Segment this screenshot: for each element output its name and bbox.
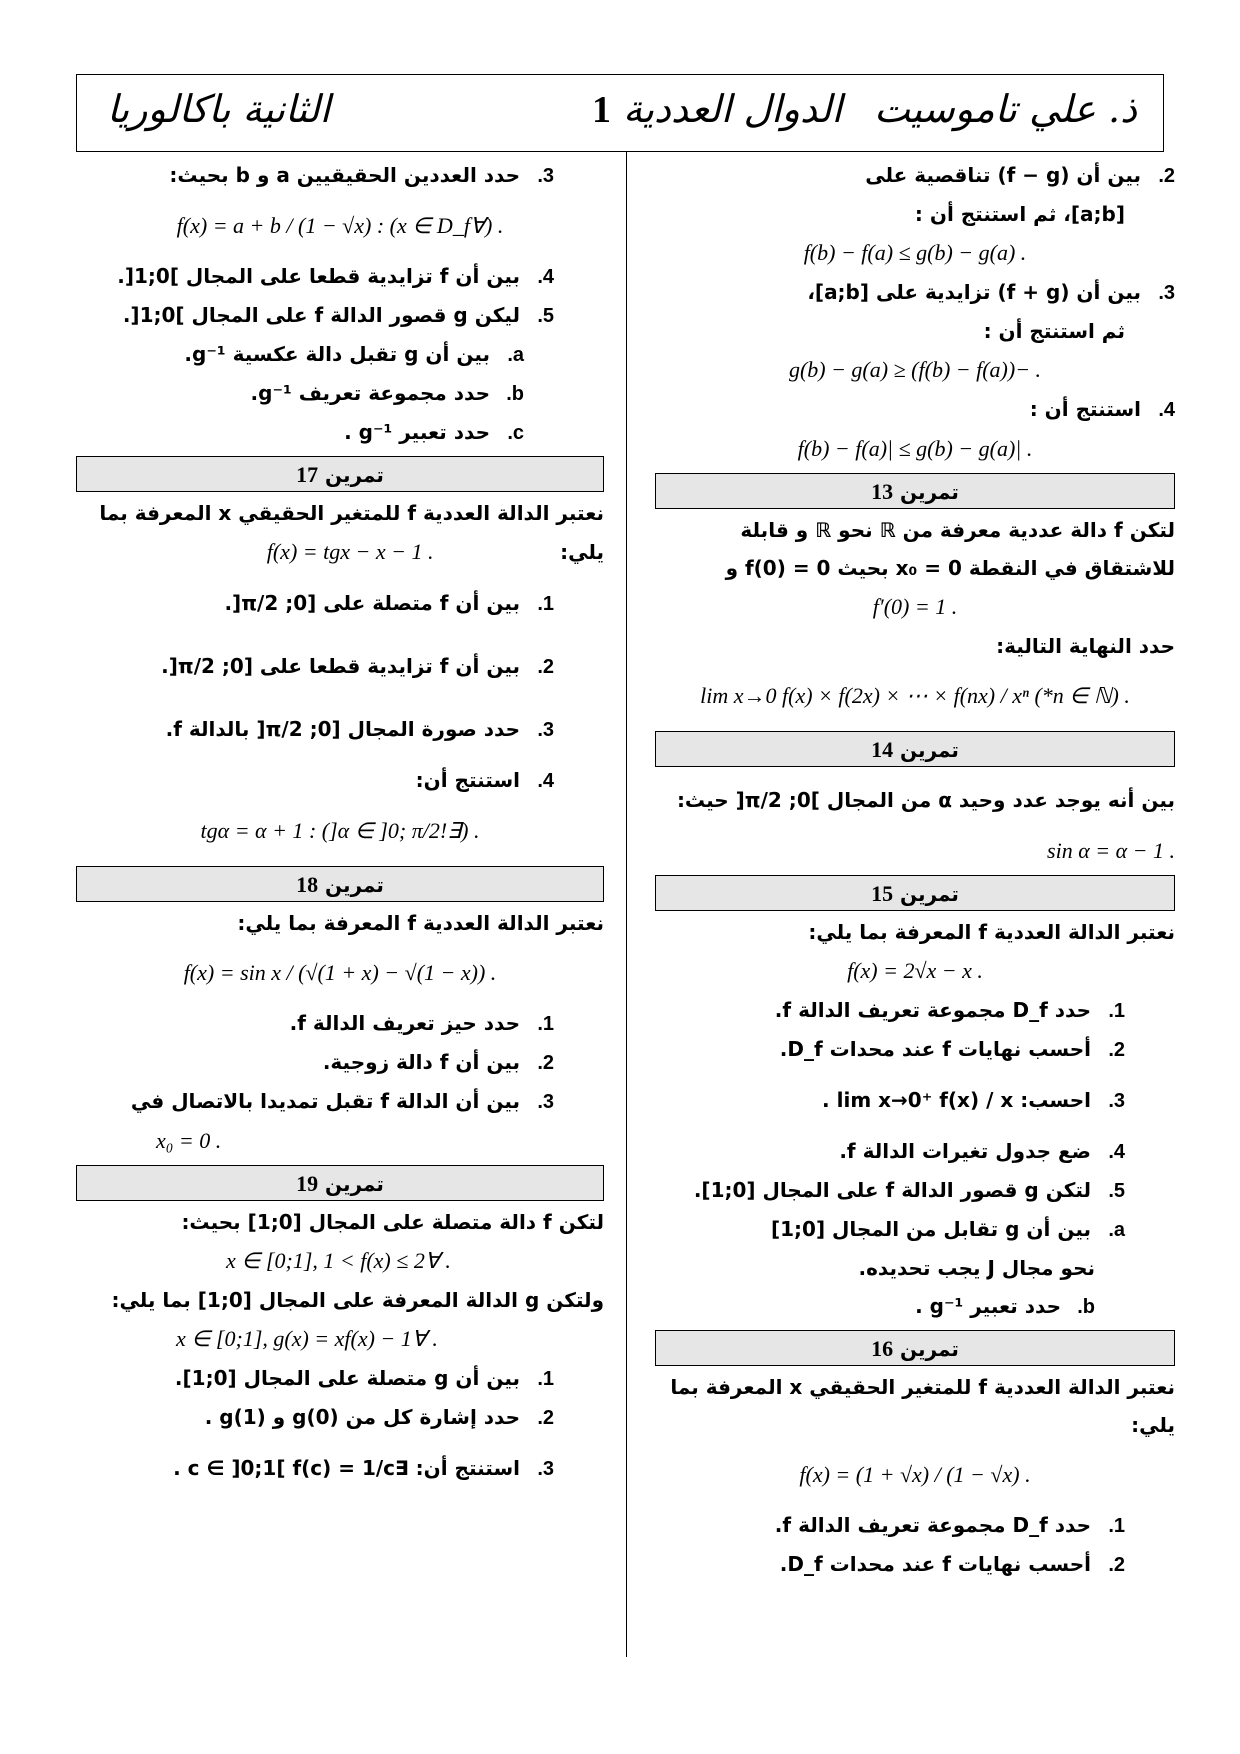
list-item: 3.بين أن (f + g) تزايدية على [a;b]، (807, 280, 1175, 304)
list-item: 2.بين أن f تزايدية قطعا على [0; π/2[. (161, 654, 554, 678)
ex17-intro: نعتبر الدالة العددية f للمتغير الحقيقي x المعرفة بما (99, 501, 604, 525)
list-item: 4.بين أن f تزايدية قطعا على المجال ]0;1[. (117, 264, 554, 288)
list-item: 3.استنتج أن: ∃c ∈ ]0;1[ f(c) = 1/c . (173, 1456, 554, 1480)
list-item: 3.حدد صورة المجال [0; π/2[ بالدالة f. (165, 717, 554, 741)
ex14-equation: . 1 − sin α = α (1047, 838, 1175, 863)
math-expression: . f(b) − f(a) ≤ g(b) − g(a) (803, 240, 1027, 265)
exercise-19-title: تمرين 19 (76, 1165, 604, 1201)
list-item: 2.أحسب نهايات f عند محدات D_f. (779, 1552, 1125, 1576)
topic-title (577, 87, 842, 132)
ex17-intro: يلي:. f(x) = tgx − x − 1 (76, 532, 604, 572)
ex19-condition: . ∀x ∈ [0;1], 1 < f(x) ≤ 2 (226, 1248, 451, 1273)
list-item: 3.بين أن الدالة f تقبل تمديدا بالاتصال في (130, 1089, 554, 1113)
ex16-definition: . f(x) = (1 + √x) / (1 − √x) (799, 1462, 1031, 1487)
exercise-17-title: تمرين 17 (76, 456, 604, 492)
exercise-15-title: تمرين 15 (655, 875, 1175, 911)
level-label: الثانية باكالوريا (107, 87, 331, 131)
list-item: a.بين أن g تقابل من المجال [0;1] (770, 1217, 1125, 1241)
ex19-definition: . ∀x ∈ [0;1], g(x) = xf(x) − 1 (176, 1326, 438, 1351)
list-item: 4.ضع جدول تغيرات الدالة f. (839, 1139, 1125, 1163)
list-item: b.حدد مجموعة تعريف g⁻¹. (250, 381, 524, 405)
ex13-limit: . (n ∈ ℕ*) lim x→0 f(x) × f(2x) × ⋯ × f(nx) / xⁿ (700, 683, 1130, 708)
list-item: نحو مجال J يجب تحديده. (858, 1256, 1095, 1280)
list-item: 2.أحسب نهايات f عند محدات D_f. (779, 1037, 1125, 1061)
left-column (76, 156, 604, 1500)
list-item: 3.احسب: lim x→0⁺ f(x) / x . (822, 1088, 1125, 1112)
list-item: 2.بين أن (f − g) تناقصية على (865, 163, 1175, 187)
exercise-13-title: تمرين 13 (655, 473, 1175, 509)
ex13-line: لتكن f دالة عددية معرفة من ℝ نحو ℝ و قابلة (740, 518, 1175, 542)
ex18-definition: . f(x) = sin x / (√(1 + x) − √(1 − x)) (183, 960, 497, 985)
exercise-18-title: تمرين 18 (76, 866, 604, 902)
topic-label: الدوال العددية (623, 87, 843, 131)
list-item: ثم استنتج أن : (983, 319, 1125, 343)
ex13-line: للاشتقاق في النقطة x₀ = 0 بحيث f(0) = 0 و (725, 556, 1175, 580)
page-header (76, 74, 1164, 152)
ex18-point: . x₀ = 0 (156, 1128, 222, 1153)
ex14-line: بين أنه يوجد عدد وحيد α من المجال ]0; π/2[ حيث: (676, 788, 1175, 812)
list-item: 4.استنتج أن: (415, 768, 554, 792)
exercise-16-title: تمرين 16 (655, 1330, 1175, 1366)
right-column (655, 156, 1175, 1584)
topic-number: 1 (592, 89, 611, 131)
list-item: 2.حدد إشارة كل من g(0) و g(1) . (204, 1405, 554, 1429)
list-item: 3.حدد العددين الحقيقيين a و b بحيث: (169, 163, 554, 187)
list-item: 1.بين أن f متصلة على [0; π/2[. (224, 591, 554, 615)
exercise-14-title: تمرين 14 (655, 731, 1175, 767)
ex19-line: لتكن f دالة متصلة على المجال [0;1] بحيث: (181, 1210, 604, 1234)
list-item: 1.حدد حيز تعريف الدالة f. (289, 1011, 554, 1035)
ex16-intro: يلي: (1131, 1413, 1175, 1437)
ex13-line: حدد النهاية التالية: (996, 634, 1175, 658)
list-item: 2.بين أن f دالة زوجية. (322, 1050, 554, 1074)
ex15-intro: نعتبر الدالة العددية f المعرفة بما يلي: (808, 920, 1175, 944)
ex19-line: ولتكن g الدالة المعرفة على المجال [0;1] بما يلي: (111, 1288, 604, 1312)
ex17-definition: . f(x) = tgx − x − 1 (266, 539, 434, 564)
list-item: [a;b]، ثم استنتج أن : (914, 202, 1125, 226)
list-item: b.حدد تعبير g⁻¹ . (915, 1294, 1095, 1318)
column-divider (626, 152, 627, 1657)
ex18-intro: نعتبر الدالة العددية f المعرفة بما يلي: (237, 911, 604, 935)
math-expression: . (∀x ∈ D_f) : f(x) = a + b / (1 − √x) (176, 213, 504, 238)
list-item: a.بين أن g تقبل دالة عكسية g⁻¹. (184, 342, 524, 366)
list-item: 1.حدد D_f مجموعة تعريف الدالة f. (774, 1513, 1125, 1537)
ex17-conclusion: . (∃!α ∈ ]0; π/2[) : tgα = α + 1 (200, 818, 480, 843)
list-item: 5.ليكن g قصور الدالة f على المجال ]0;1[. (122, 303, 554, 327)
author-name: ذ. علي تاموسيت (874, 87, 1137, 131)
list-item: 1.حدد D_f مجموعة تعريف الدالة f. (774, 998, 1125, 1022)
list-item: c.حدد تعبير g⁻¹ . (344, 420, 524, 444)
list-item: 4.استنتج أن : (1029, 397, 1175, 421)
list-item: 1.بين أن g متصلة على المجال [0;1]. (174, 1366, 554, 1390)
ex15-definition: . f(x) = 2√x − x (847, 958, 983, 983)
list-item: 5.لتكن g قصور الدالة f على المجال [0;1]. (693, 1178, 1125, 1202)
math-expression: . |f(b) − f(a)| ≤ g(b) − g(a) (797, 436, 1033, 461)
ex13-condition: . f′(0) = 1 (872, 594, 958, 619)
ex16-intro: نعتبر الدالة العددية f للمتغير الحقيقي x المعرفة بما (670, 1375, 1175, 1399)
math-expression: . −(f(b) − f(a)) ≤ g(b) − g(a) (788, 357, 1042, 382)
